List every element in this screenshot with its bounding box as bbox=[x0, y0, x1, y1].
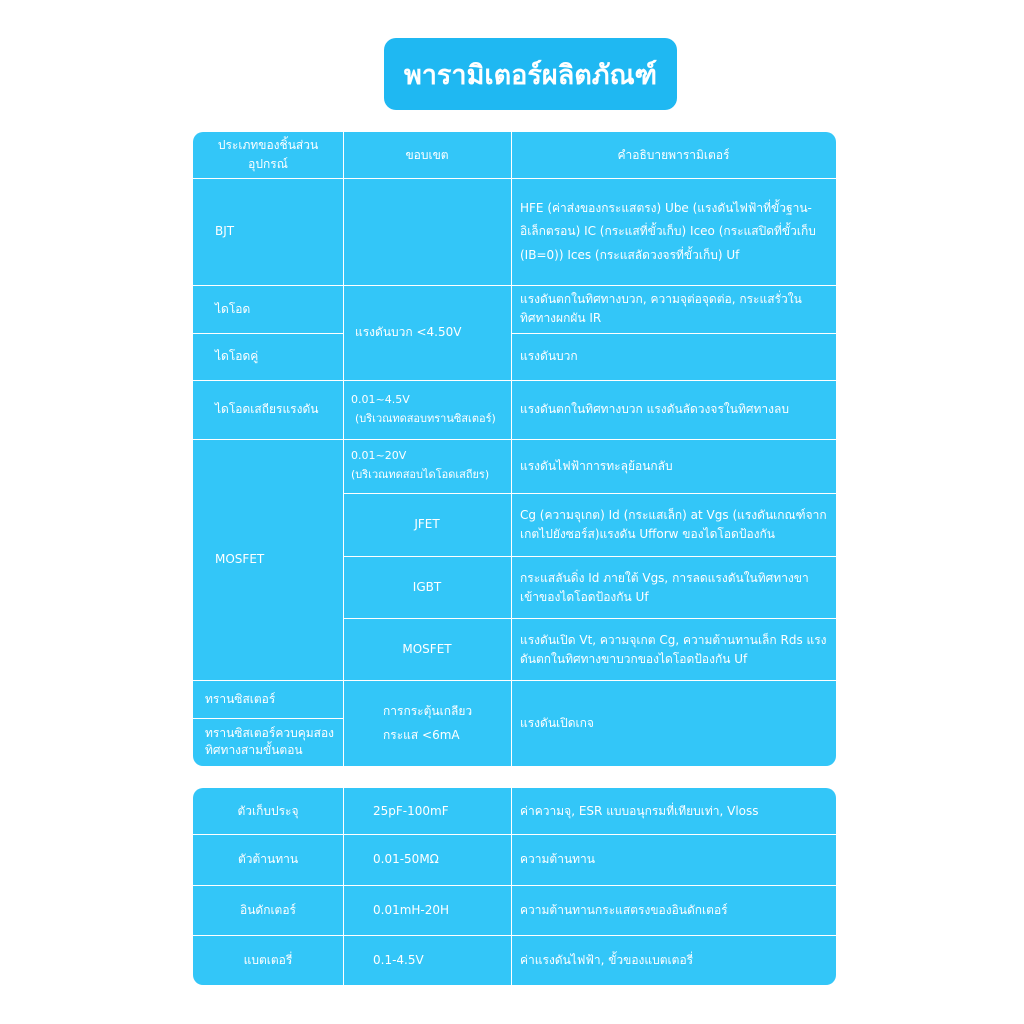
diode-description: แรงดันตกในทิศทางบวก, ความจุต่อจุดต่อ, กระแสรั่วในทิศทางผกผัน IR bbox=[520, 292, 802, 325]
mosfet-label: MOSFET bbox=[402, 641, 452, 656]
header-description: คำอธิบายพารามิเตอร์ bbox=[617, 147, 730, 162]
inductor-type: อินดักเตอร์ bbox=[239, 902, 296, 917]
diode-range: แรงดันบวก <4.50V bbox=[355, 325, 462, 340]
passive-parameter-table bbox=[193, 788, 836, 985]
bjt-type: BJT bbox=[215, 224, 235, 239]
capacitor-description: ค่าความจุ, ESR แบบอนุกรมที่เทียบเท่า, Vloss bbox=[520, 803, 759, 818]
mosfet-zener-range: 0.01~20V (บริเวณทดสอบไดโอดเสถียร) bbox=[351, 449, 490, 481]
resistor-type: ตัวต้านทาน bbox=[237, 852, 299, 867]
thyristor-range: การกระตุ้นเกลียว กระแส <6mA bbox=[383, 704, 473, 742]
mosfet-group-type: MOSFET bbox=[215, 552, 265, 567]
battery-type: แบตเตอรี่ bbox=[243, 952, 293, 967]
battery-range: 0.1-4.5V bbox=[373, 952, 424, 967]
jfet-description: Cg (ความจุเกต) Id (กระแสเล็ก) at Vgs (แรงดันเกณฑ์จากเกตไปยังซอร์ส)แรงดัน Ufforw ของไดโอดป้องกัน bbox=[520, 508, 827, 541]
zener-type: ไดโอดเสถียรแรงดัน bbox=[215, 402, 319, 417]
triac-type: ทรานซิสเตอร์ควบคุมสองทิศทางสามขั้นตอน bbox=[205, 726, 335, 757]
inductor-range: 0.01mH-20H bbox=[373, 902, 450, 917]
thyristor-description: แรงดันเปิดเกจ bbox=[520, 715, 594, 730]
resistor-range: 0.01-50MΩ bbox=[373, 852, 439, 867]
battery-description: ค่าแรงดันไฟฟ้า, ขั้วของแบตเตอรี่ bbox=[520, 952, 694, 967]
capacitor-range: 25pF-100mF bbox=[373, 803, 449, 818]
thyristor-type: ทรานซิสเตอร์ bbox=[205, 691, 276, 706]
column-divider bbox=[511, 788, 512, 985]
header-range: ขอบเขต bbox=[405, 147, 449, 162]
zener-range: 0.01~4.5V (บริเวณทดสอบทรานซิสเตอร์) bbox=[351, 392, 496, 425]
diode-pair-type: ไดโอดคู่ bbox=[215, 349, 259, 364]
header-type: ประเภทของชิ้นส่วนอุปกรณ์ bbox=[217, 138, 319, 171]
mosfet-description: แรงดันเปิด Vt, ความจุเกต Cg, ความต้านทานเล็ก Rds แรงดันตกในทิศทางขาบวกของไดโอดป้องกัน Uf bbox=[520, 632, 827, 666]
resistor-description: ความต้านทาน bbox=[520, 852, 595, 867]
component-parameter-table bbox=[193, 132, 836, 766]
diode-pair-description: แรงดันบวก bbox=[520, 349, 578, 364]
page-title: พารามิเตอร์ผลิตภัณฑ์ bbox=[384, 38, 677, 110]
mosfet-zener-description: แรงดันไฟฟ้าการทะลุย้อนกลับ bbox=[520, 458, 673, 473]
bjt-description: HFE (ค่าส่งของกระแสตรง) Ube (แรงดันไฟฟ้าที่ขั้วฐาน-อิเล็กตรอน) IC (กระแสที่ขั้วเก็บ) Iceo (กระแสปิดที่ขั้วเก็บ (IB=0)) Ices (กระแสลัดวงจรที่ขั้วเก็บ) Uf bbox=[520, 200, 816, 262]
jfet-label: JFET bbox=[414, 517, 440, 532]
inductor-description: ความต้านทานกระแสตรงของอินดักเตอร์ bbox=[520, 902, 728, 917]
column-divider bbox=[511, 132, 512, 766]
igbt-label: IGBT bbox=[412, 579, 442, 594]
igbt-description: กระแสลันดิ่ง Id ภายใต้ Vgs, การลดแรงดันในทิศทางขาเข้าของไดโอดป้องกัน Uf bbox=[520, 570, 809, 604]
zener-description: แรงดันตกในทิศทางบวก แรงดันลัดวงจรในทิศทางลบ bbox=[520, 402, 789, 417]
capacitor-type: ตัวเก็บประจุ bbox=[237, 803, 299, 818]
column-divider bbox=[343, 788, 344, 985]
diode-type: ไดโอด bbox=[215, 301, 251, 316]
